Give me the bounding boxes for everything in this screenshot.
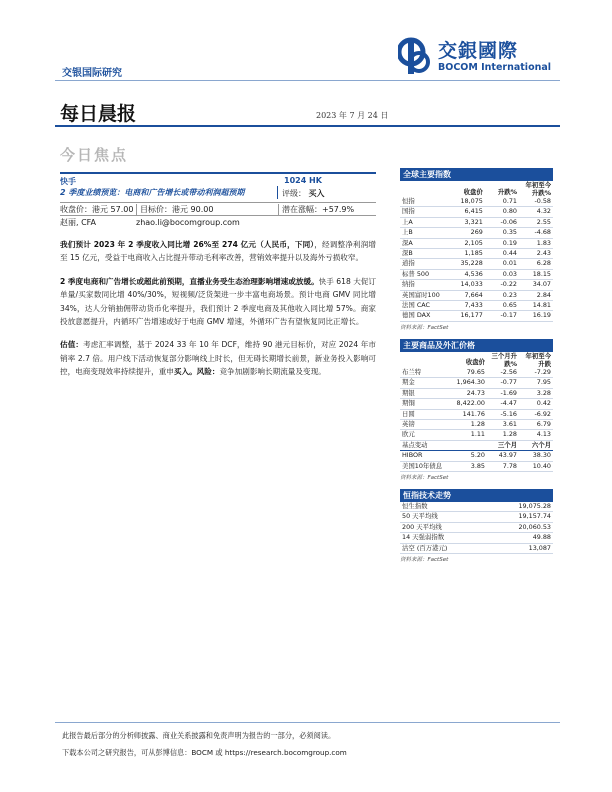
technical-row-value: 13,087 <box>488 543 553 553</box>
commodity-row-ytd: 4.13 <box>519 430 553 440</box>
index-row-ytd: 34.07 <box>519 280 553 290</box>
index-row <box>400 311 553 321</box>
index-row-name: 标普 500 <box>400 269 446 279</box>
rate-row <box>400 461 553 471</box>
rates-label: 基点变动 <box>400 440 446 450</box>
logo-chinese-text: 交銀國際 <box>438 40 519 62</box>
index-row-chg: 0.23 <box>485 290 519 300</box>
index-row-chg: 0.01 <box>485 259 519 269</box>
index-row <box>400 238 553 248</box>
technical-row <box>400 502 553 512</box>
rate-row-v2: 7.78 <box>487 461 519 471</box>
header-divider <box>55 80 560 81</box>
technical-row-name: 恒生指数 <box>400 502 488 512</box>
analyst-row <box>60 216 376 228</box>
commodity-row-name: 欧元 <box>400 430 446 440</box>
valuation-body: 考虑汇率调整，基于 2024 33 年 10 年 DCF，维持 90 港元目标价，对应 2024 年市销率 2.7 倍。用户线下活动恢复部分影响线上时长，但无碍长期增长前景，新业务投入影响可控，电商变现效率持续提升，重申 <box>60 340 377 377</box>
technical-row-name: 50 天平均线 <box>400 512 488 522</box>
index-row-chg: -0.06 <box>485 217 519 227</box>
index-row-close: 6,415 <box>446 207 485 217</box>
upside: 潜在涨幅：+57.9% <box>278 204 354 215</box>
index-row-close: 7,433 <box>446 301 485 311</box>
index-row-close: 2,105 <box>446 238 485 248</box>
indices-title: 全球主要指数 <box>400 168 553 181</box>
technical-row-name: 200 天平均线 <box>400 522 488 532</box>
rates-col-3m: 三个月 <box>487 440 519 450</box>
commodity-row-close: 24.73 <box>446 388 487 398</box>
commodities-col-ytd: 年初至今升跌 <box>525 351 551 368</box>
commodity-row-name: 期铜 <box>400 399 446 409</box>
index-row-chg: 0.80 <box>485 207 519 217</box>
index-row <box>400 217 553 227</box>
index-row-ytd: -0.58 <box>519 197 553 207</box>
paragraph-1-body: ，经调整净利润增至 15 亿元，受益于电商收入占比提升带动毛利率改善，营销效率提升以及海外亏损收窄。 <box>60 240 377 263</box>
commodity-row <box>400 378 553 388</box>
index-row <box>400 259 553 269</box>
commodity-row <box>400 368 553 378</box>
index-row-chg: 0.35 <box>485 228 519 238</box>
index-row-close: 7,664 <box>446 290 485 300</box>
rate-row-v3: 10.40 <box>519 461 553 471</box>
technical-row <box>400 522 553 532</box>
index-row-name: 恒指 <box>400 197 446 207</box>
index-row <box>400 207 553 217</box>
rates-col-6m: 六个月 <box>519 440 553 450</box>
commodities-title: 主要商品及外汇价格 <box>400 339 553 352</box>
commodity-row-close: 1.11 <box>446 430 487 440</box>
commodity-row-m3: 3.61 <box>487 419 519 429</box>
analyst-email[interactable]: zhao.li@bocomgroup.com <box>136 217 240 227</box>
commodity-row <box>400 409 553 419</box>
index-row-name: 深B <box>400 249 446 259</box>
index-row-ytd: -4.68 <box>519 228 553 238</box>
index-row <box>400 249 553 259</box>
commodity-row-name: 期金 <box>400 378 446 388</box>
commodity-row-name: 英镑 <box>400 419 446 429</box>
footer-download-info[interactable]: 下载本公司之研究报告，可从彭博信息：BOCM 或 https://research.bocomgroup.com <box>62 748 347 757</box>
technicals-title: 恒指技术走势 <box>400 489 553 502</box>
valuation-label: 估值： <box>60 340 84 350</box>
index-row-chg: 0.65 <box>485 301 519 311</box>
index-row <box>400 228 553 238</box>
rate-row-v2: 43.97 <box>487 451 519 461</box>
index-row-close: 1,185 <box>446 249 485 259</box>
rating <box>278 186 325 199</box>
technical-row-name: 14 天强弱指数 <box>400 533 488 543</box>
index-row-ytd: 1.83 <box>519 238 553 248</box>
report-title: 每日晨报 <box>60 103 137 125</box>
commodity-row-m3: -2.56 <box>487 368 519 378</box>
price-row <box>60 202 376 216</box>
index-row <box>400 301 553 311</box>
index-row-name: 道指 <box>400 259 446 269</box>
commodity-row-close: 141.76 <box>446 409 487 419</box>
technical-row-value: 20,060.53 <box>488 522 553 532</box>
index-row-name: 上A <box>400 217 446 227</box>
commodity-row-name: 布兰特 <box>400 368 446 378</box>
commodity-row-ytd: 3.28 <box>519 388 553 398</box>
commodity-row-ytd: -7.29 <box>519 368 553 378</box>
commodity-row-m3: 1.28 <box>487 430 519 440</box>
index-row <box>400 269 553 279</box>
index-row-ytd: 2.55 <box>519 217 553 227</box>
technical-row <box>400 512 553 522</box>
rates-header-row <box>400 440 553 450</box>
commodity-row-close: 8,422.00 <box>446 399 487 409</box>
commodity-row <box>400 388 553 398</box>
commodity-row-close: 1.28 <box>446 419 487 429</box>
indices-col-chg: 升跌% <box>497 187 517 196</box>
commodity-row-name: 日圆 <box>400 409 446 419</box>
company-logo <box>398 36 558 78</box>
rate-row-v1: 5.20 <box>446 451 487 461</box>
bocom-logo-icon <box>398 36 432 76</box>
footer-disclaimer: 此报告最后部分的分析师披露、商业关系披露和免责声明为报告的一部分，必须阅读。 <box>62 731 336 740</box>
index-row-ytd: 18.15 <box>519 269 553 279</box>
technical-row-value: 19,157.74 <box>488 512 553 522</box>
paragraph-2-body: 快手 618 大促订单量/买家数同比增 40%/30%，短视频/泛货架进一步丰富电商场景。预计电商 GMV 同比增 34%，达人分销抽佣带动货币化率提升，我们预计 2 季度电商及其他收入同比增 57%。商家投放意愿提升，内循环广告增速或好于电商 GMV 增速，外循环广告有望恢复同比正增长。 <box>60 276 376 327</box>
index-row-name: 上B <box>400 228 446 238</box>
index-row-chg: -0.17 <box>485 311 519 321</box>
index-row-ytd: 6.28 <box>519 259 553 269</box>
main-article <box>60 172 376 379</box>
technical-row-name: 沽空 (百万港元) <box>400 543 488 553</box>
commodity-row <box>400 430 553 440</box>
company-name: 快手 <box>60 177 76 186</box>
commodity-row-m3: -1.69 <box>487 388 519 398</box>
commodity-row-m3: -0.77 <box>487 378 519 388</box>
rate-row <box>400 451 553 461</box>
commodity-row-m3: -5.16 <box>487 409 519 419</box>
stock-ticker: 1024 HK <box>284 176 322 185</box>
technical-row-value: 19,075.28 <box>488 502 553 512</box>
rate-row-name: HIBOR <box>400 451 446 461</box>
indices-header-row <box>400 181 553 197</box>
index-row-name: 法国 CAC <box>400 301 446 311</box>
commodity-row-ytd: 7.95 <box>519 378 553 388</box>
target-price: 目标价：港元 90.00 <box>136 204 278 215</box>
commodity-row <box>400 399 553 409</box>
commodities-header-row <box>400 352 553 368</box>
commodity-row-close: 79.65 <box>446 368 487 378</box>
index-row-name: 深A <box>400 238 446 248</box>
indices-table <box>400 181 553 322</box>
risk-label: 买入。风险： <box>173 367 220 377</box>
technicals-table <box>400 502 553 554</box>
index-row-close: 269 <box>446 228 485 238</box>
index-row-ytd: 2.43 <box>519 249 553 259</box>
indices-col-ytd: 年初至今升跌% <box>525 181 551 197</box>
index-row-chg: 0.19 <box>485 238 519 248</box>
commodities-col-3m: 三个月升跌% <box>491 351 517 368</box>
index-row-name: 德国 DAX <box>400 311 446 321</box>
index-row-close: 16,177 <box>446 311 485 321</box>
commodity-row-ytd: 6.79 <box>519 419 553 429</box>
rating-value: 买入 <box>308 189 325 198</box>
index-row-name: 英国富时100 <box>400 290 446 300</box>
index-row-name: 纳指 <box>400 280 446 290</box>
commodity-row-close: 1,964.30 <box>446 378 487 388</box>
index-row-close: 3,321 <box>446 217 485 227</box>
technical-row <box>400 543 553 553</box>
risk-body: 竞争加剧影响长期流量及变现。 <box>219 367 326 377</box>
brand-research-label: 交银国际研究 <box>62 68 122 79</box>
section-title-today-focus: 今日焦点 <box>60 146 129 164</box>
commodities-table <box>400 352 553 472</box>
article-headline[interactable]: 2 季度业绩预览：电商和广告增长或带动利润超预期 <box>60 186 278 199</box>
commodities-source: 资料来源：FactSet <box>400 474 449 481</box>
index-row <box>400 280 553 290</box>
logo-english-text: BOCOM International <box>438 62 552 73</box>
commodity-row-ytd: 0.42 <box>519 399 553 409</box>
commodity-row <box>400 419 553 429</box>
paragraph-1 <box>60 238 376 265</box>
commodity-row-m3: -4.47 <box>487 399 519 409</box>
index-row-chg: 0.71 <box>485 197 519 207</box>
paragraph-2-lead: 2 季度电商和广告增长或超此前预期，直播业务受生态治理影响增速或放缓。 <box>60 276 319 286</box>
rating-label: 评级： <box>282 189 306 198</box>
index-row-ytd: 4.32 <box>519 207 553 217</box>
index-row-ytd: 16.19 <box>519 311 553 321</box>
index-row-ytd: 14.81 <box>519 301 553 311</box>
rate-row-v3: 38.30 <box>519 451 553 461</box>
index-row-chg: -0.22 <box>485 280 519 290</box>
footer-divider <box>55 722 560 723</box>
stock-card-body <box>60 186 376 199</box>
indices-col-close: 收盘价 <box>463 187 483 196</box>
close-price: 收盘价：港元 57.00 <box>60 204 134 214</box>
index-row-close: 4,536 <box>446 269 485 279</box>
rate-row-v1: 3.85 <box>446 461 487 471</box>
index-row-ytd: 2.84 <box>519 290 553 300</box>
technical-row-value: 49.88 <box>488 533 553 543</box>
technicals-source: 资料来源：FactSet <box>400 556 449 563</box>
index-row-name: 国指 <box>400 207 446 217</box>
paragraph-3 <box>60 338 376 378</box>
paragraph-1-lead: 我们预计 2023 年 2 季度收入同比增 26%至 274 亿元（人民币，下同） <box>60 240 315 249</box>
index-row-chg: 0.44 <box>485 249 519 259</box>
analyst-name: 赵丽, CFA <box>60 217 97 227</box>
index-row <box>400 197 553 207</box>
commodity-row-name: 期银 <box>400 388 446 398</box>
index-row-close: 35,228 <box>446 259 485 269</box>
market-sidebar <box>400 168 553 563</box>
commodities-col-close: 收盘价 <box>465 358 485 367</box>
index-row <box>400 290 553 300</box>
commodity-row-ytd: -6.92 <box>519 409 553 419</box>
index-row-close: 14,033 <box>446 280 485 290</box>
index-row-close: 18,075 <box>446 197 485 207</box>
paragraph-2 <box>60 275 376 329</box>
index-row-chg: 0.03 <box>485 269 519 279</box>
report-date: 2023 年 7 月 24 日 <box>316 111 389 120</box>
indices-source: 资料来源：FactSet <box>400 324 449 331</box>
title-divider <box>55 125 560 127</box>
stock-card-header <box>60 174 376 186</box>
rate-row-name: 美国10年债息 <box>400 461 446 471</box>
technical-row <box>400 533 553 543</box>
